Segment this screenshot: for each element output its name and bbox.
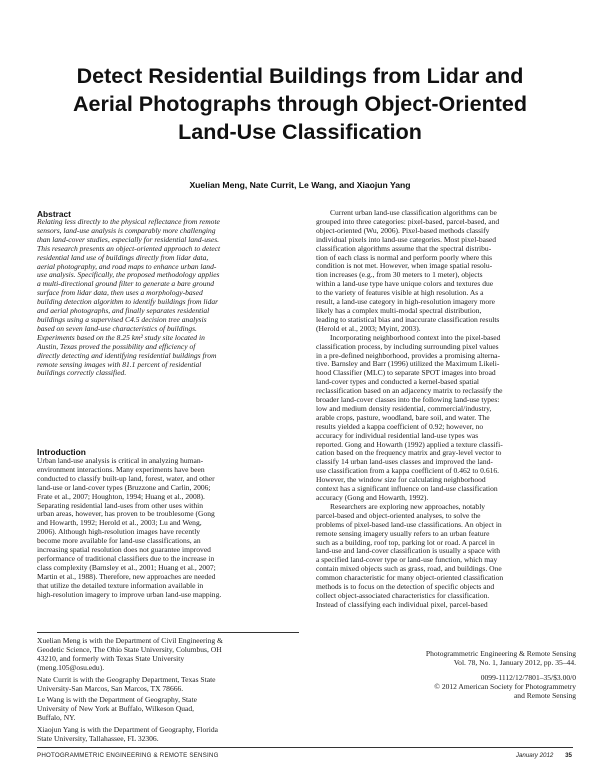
- text-line: hood Classifier (MLC) to separate SPOT images into broad: [316, 368, 496, 378]
- author-affiliations: [37, 637, 307, 747]
- text-line: problems of pixel-based land-use classifications. An object in: [316, 519, 502, 529]
- journal-name: Photogrammetric Engineering & Remote Sensing: [425, 649, 576, 658]
- text-line: accuracy (Gong and Howarth, 1992).: [316, 493, 429, 502]
- text-line: parcel-based and object-oriented analyses, to solve the: [316, 510, 481, 520]
- introduction-body: [37, 447, 307, 600]
- text-line: remote sensing images with 81.1 percent of residential: [37, 359, 202, 369]
- text-line: University-San Marcos, San Marcos, TX 78666.: [37, 683, 184, 693]
- text-line: buildings using a supervised C4.5 decision tree analysis: [37, 314, 207, 324]
- text-line: Urban land-use analysis is critical in analyzing human-: [37, 456, 204, 465]
- abstract-section: [37, 209, 307, 378]
- footer-date: January 2012: [515, 752, 554, 759]
- right-column-text: [316, 209, 572, 610]
- text-line: State University, Tallahassee, FL 32306.: [37, 734, 159, 744]
- text-line: low and medium density residential, commercial/industry,: [316, 403, 492, 413]
- title-line: Detect Residential Buildings from Lidar and: [76, 64, 524, 88]
- introduction-section: [37, 447, 307, 600]
- text-line: than land-cover studies, especially for residential land-uses.: [37, 234, 220, 244]
- footer-journal: PHOTOGRAMMETRIC ENGINEERING & REMOTE SENSING: [37, 752, 219, 759]
- text-line: arable crops, pasture, woodland, bare soil, and water. The: [316, 412, 490, 422]
- text-line: buildings correctly classified.: [37, 368, 127, 378]
- text-line: classification process, by including surrounding pixel values: [316, 341, 499, 351]
- text-line: This research presents an object-oriented approach to detect: [37, 243, 221, 253]
- text-line: and Howarth, 1992; Herold et al., 2003; Lu and Weng,: [37, 518, 202, 528]
- text-line: Relating less directly to the physical reflectance from remote: [37, 217, 220, 226]
- text-line: results yielded a kappa coefficient of 0.92; however, no: [316, 421, 484, 431]
- text-line: Austin, Texas proved the possibility and efficiency of: [37, 341, 196, 351]
- footer-right: [516, 752, 572, 759]
- text-line: methods is to focus on the detection of specific objects and: [316, 582, 495, 592]
- text-line: reclassification based on an adjacency matrix to reclassify the: [316, 386, 503, 396]
- text-line: result, a land-use category in high-resolution imagery more: [316, 297, 495, 307]
- society-line: and Remote Sensing: [513, 690, 576, 700]
- text-line: Xuelian Meng is with the Department of Civil Engineering &: [37, 636, 223, 645]
- text-line: likely has a complex multi-modal spectral distribution,: [316, 305, 482, 315]
- paper-title: [40, 62, 560, 146]
- text-line: environment interactions. Many experiments have been: [37, 464, 205, 474]
- text-line: 2006). Although high-resolution images have recently: [37, 527, 201, 537]
- text-line: tion of each class is normal and perform poorly where this: [316, 252, 493, 262]
- text-line: building detection algorithm to identify buildings from lidar: [37, 297, 219, 307]
- text-line: Separating residential land-uses from other uses within: [37, 500, 203, 510]
- affiliation-note: [37, 726, 307, 744]
- text-line: leading to statistical bias and inaccurate classification results: [316, 314, 500, 324]
- footer-divider: [37, 747, 573, 748]
- affiliation-divider: [37, 632, 299, 633]
- text-line: urban areas, however, has proven to be troublesome (Gong: [37, 509, 215, 519]
- text-line: collect object-associated characteristics for classification.: [316, 590, 490, 600]
- copyright-line: © 2012 American Society for Photogrammetry: [434, 681, 576, 691]
- text-line: a specified land-cover type or land-use function, which may: [316, 555, 498, 565]
- text-line: accuracy for individual residential land-use types was: [316, 430, 479, 440]
- affiliation-note: [37, 676, 307, 694]
- text-line: based on seven land-use characteristics of buildings.: [37, 323, 197, 333]
- text-line: Nate Currit is with the Geography Department, Texas State: [37, 674, 216, 684]
- text-line: within a land-use type have unique colors and textures due: [316, 279, 494, 289]
- text-line: Researchers are exploring new approaches, notably: [330, 501, 486, 511]
- text-line: context has a significant influence on land-use classification: [316, 484, 498, 494]
- text-line: increasing spatial resolution does not guarantee improved: [37, 545, 211, 555]
- text-line: Frate et al., 2007; Houghton, 1994; Huang et al., 2008).: [37, 491, 205, 501]
- issn-code: 0099-1112/12/7801–35/$3.00/0: [480, 672, 576, 682]
- publication-info: [366, 650, 576, 701]
- title-line: Land-Use Classification: [178, 120, 422, 144]
- text-line: cation based on the frequency matrix and gray-level vector to: [316, 448, 502, 458]
- text-line: and aerial photographs, and finally separates residential: [37, 306, 210, 316]
- text-line: classify 14 urban land-uses classes and improved the land-: [316, 457, 493, 467]
- text-line: University of New York at Buffalo, Wilkeson Quad,: [37, 704, 195, 714]
- text-line: broader land-cover classes into the following land-use types:: [316, 395, 500, 405]
- paragraph: [316, 209, 572, 334]
- text-line: aerial photography, and road maps to enhance urban land-: [37, 261, 217, 271]
- text-line: Le Wang is with the Department of Geography, State: [37, 695, 197, 705]
- author-list: Xuelian Meng, Nate Currit, Le Wang, and Xiaojun Yang: [189, 180, 411, 190]
- text-line: tion increases (e.g., from 30 meters to 1 meter), objects: [316, 270, 483, 280]
- text-line: use analysis. Specifically, the proposed methodology applies: [37, 270, 220, 280]
- text-line: use classification from a kappa coefficient of 0.462 to 0.616.: [316, 466, 500, 476]
- text-line: condition is not met. However, when image spatial resolu-: [316, 261, 493, 271]
- text-line: individual pixels into land-use categories. Most pixel-based: [316, 234, 497, 244]
- text-line: land-cover types and conducted a kernel-based spatial: [316, 377, 480, 387]
- affiliation-note: [37, 637, 307, 673]
- text-line: a multi-directional ground filter to generate a bare ground: [37, 279, 215, 289]
- text-line: Experiments based on the 8.25 km² study site located in: [37, 332, 205, 342]
- text-line: surface from lidar data, then uses a morphology-based: [37, 288, 203, 298]
- text-line: residential land use of buildings directly from lidar data,: [37, 252, 209, 262]
- text-line: that utilize the detailed texture information available in: [37, 580, 204, 590]
- text-line: However, the window size for calculating neighborhood: [316, 475, 486, 485]
- text-line: land-use and land-cover classification is usually a space with: [316, 546, 500, 556]
- text-line: conducted to classify built-up land, forest, water, and other: [37, 473, 215, 483]
- text-line: such as a building, roof top, parking lot or road. A parcel in: [316, 537, 495, 547]
- text-line: high-resolution imagery to improve urban land-use mapping.: [37, 589, 222, 599]
- text-line: object-oriented (Wu, 2006). Pixel-based methods classify: [316, 225, 490, 235]
- text-line: tive. Barnsley and Barr (1996) utilized the Maximum Likeli-: [316, 359, 500, 369]
- text-line: Incorporating neighborhood context into the pixel-based: [330, 332, 501, 342]
- volume-info: Vol. 78, No. 1, January 2012, pp. 35–44.: [453, 657, 576, 667]
- text-line: (meng.105@osu.edu).: [37, 662, 105, 672]
- page-number: 35: [565, 752, 572, 759]
- text-line: to the variety of features visible at high resolution. As a: [316, 288, 484, 298]
- abstract-body: [37, 209, 307, 378]
- text-line: Xiaojun Yang is with the Department of Geography, Florida: [37, 725, 219, 735]
- text-line: grouped into three categories: pixel-based, parcel-based, and: [316, 216, 500, 226]
- text-line: in a pre-defined neighborhood, provides a promising alterna-: [316, 350, 501, 360]
- text-line: directly detecting and identifying residential buildings from: [37, 350, 217, 360]
- text-line: become more available for land-use classifications, an: [37, 536, 201, 546]
- text-line: Geodetic Science, The Ohio State University, Columbus, OH: [37, 644, 222, 654]
- text-line: 43210, and formerly with Texas State University: [37, 653, 185, 663]
- text-line: common characteristic for many object-oriented classification: [316, 573, 504, 583]
- text-line: Martin et al., 1988). Therefore, new approaches are needed: [37, 571, 216, 581]
- text-line: reported. Gong and Howarth (1992) applied a texture classifi-: [316, 439, 503, 449]
- text-line: classification algorithms assume that the spectral distribu-: [316, 243, 492, 253]
- text-line: Instead of classifying each individual pixel, parcel-based: [316, 599, 488, 609]
- text-line: contain mixed objects such as grass, road, and buildings. One: [316, 564, 502, 574]
- paragraph: [316, 503, 572, 610]
- affiliation-note: [37, 696, 307, 723]
- abstract-heading: Abstract: [37, 209, 71, 219]
- text-line: class complexity (Barnsley et al., 2001; Huang et al., 2007;: [37, 562, 216, 572]
- text-line: sensors, land-use analysis is comparably more challenging: [37, 225, 216, 235]
- introduction-heading: Introduction: [37, 447, 86, 457]
- title-line: Aerial Photographs through Object-Oriented: [73, 92, 527, 116]
- paragraph: [316, 334, 572, 503]
- text-line: performance of traditional classifiers due to the increase in: [37, 553, 215, 563]
- text-line: Buffalo, NY.: [37, 713, 76, 723]
- text-line: Current urban land-use classification algorithms can be: [330, 208, 497, 217]
- text-line: (Herold et al., 2003; Myint, 2003).: [316, 323, 421, 333]
- text-line: land-use or land-cover types (Bruzzone and Carlin, 2006;: [37, 482, 211, 492]
- text-line: remote sensing imagery usually refers to an urban feature: [316, 528, 490, 538]
